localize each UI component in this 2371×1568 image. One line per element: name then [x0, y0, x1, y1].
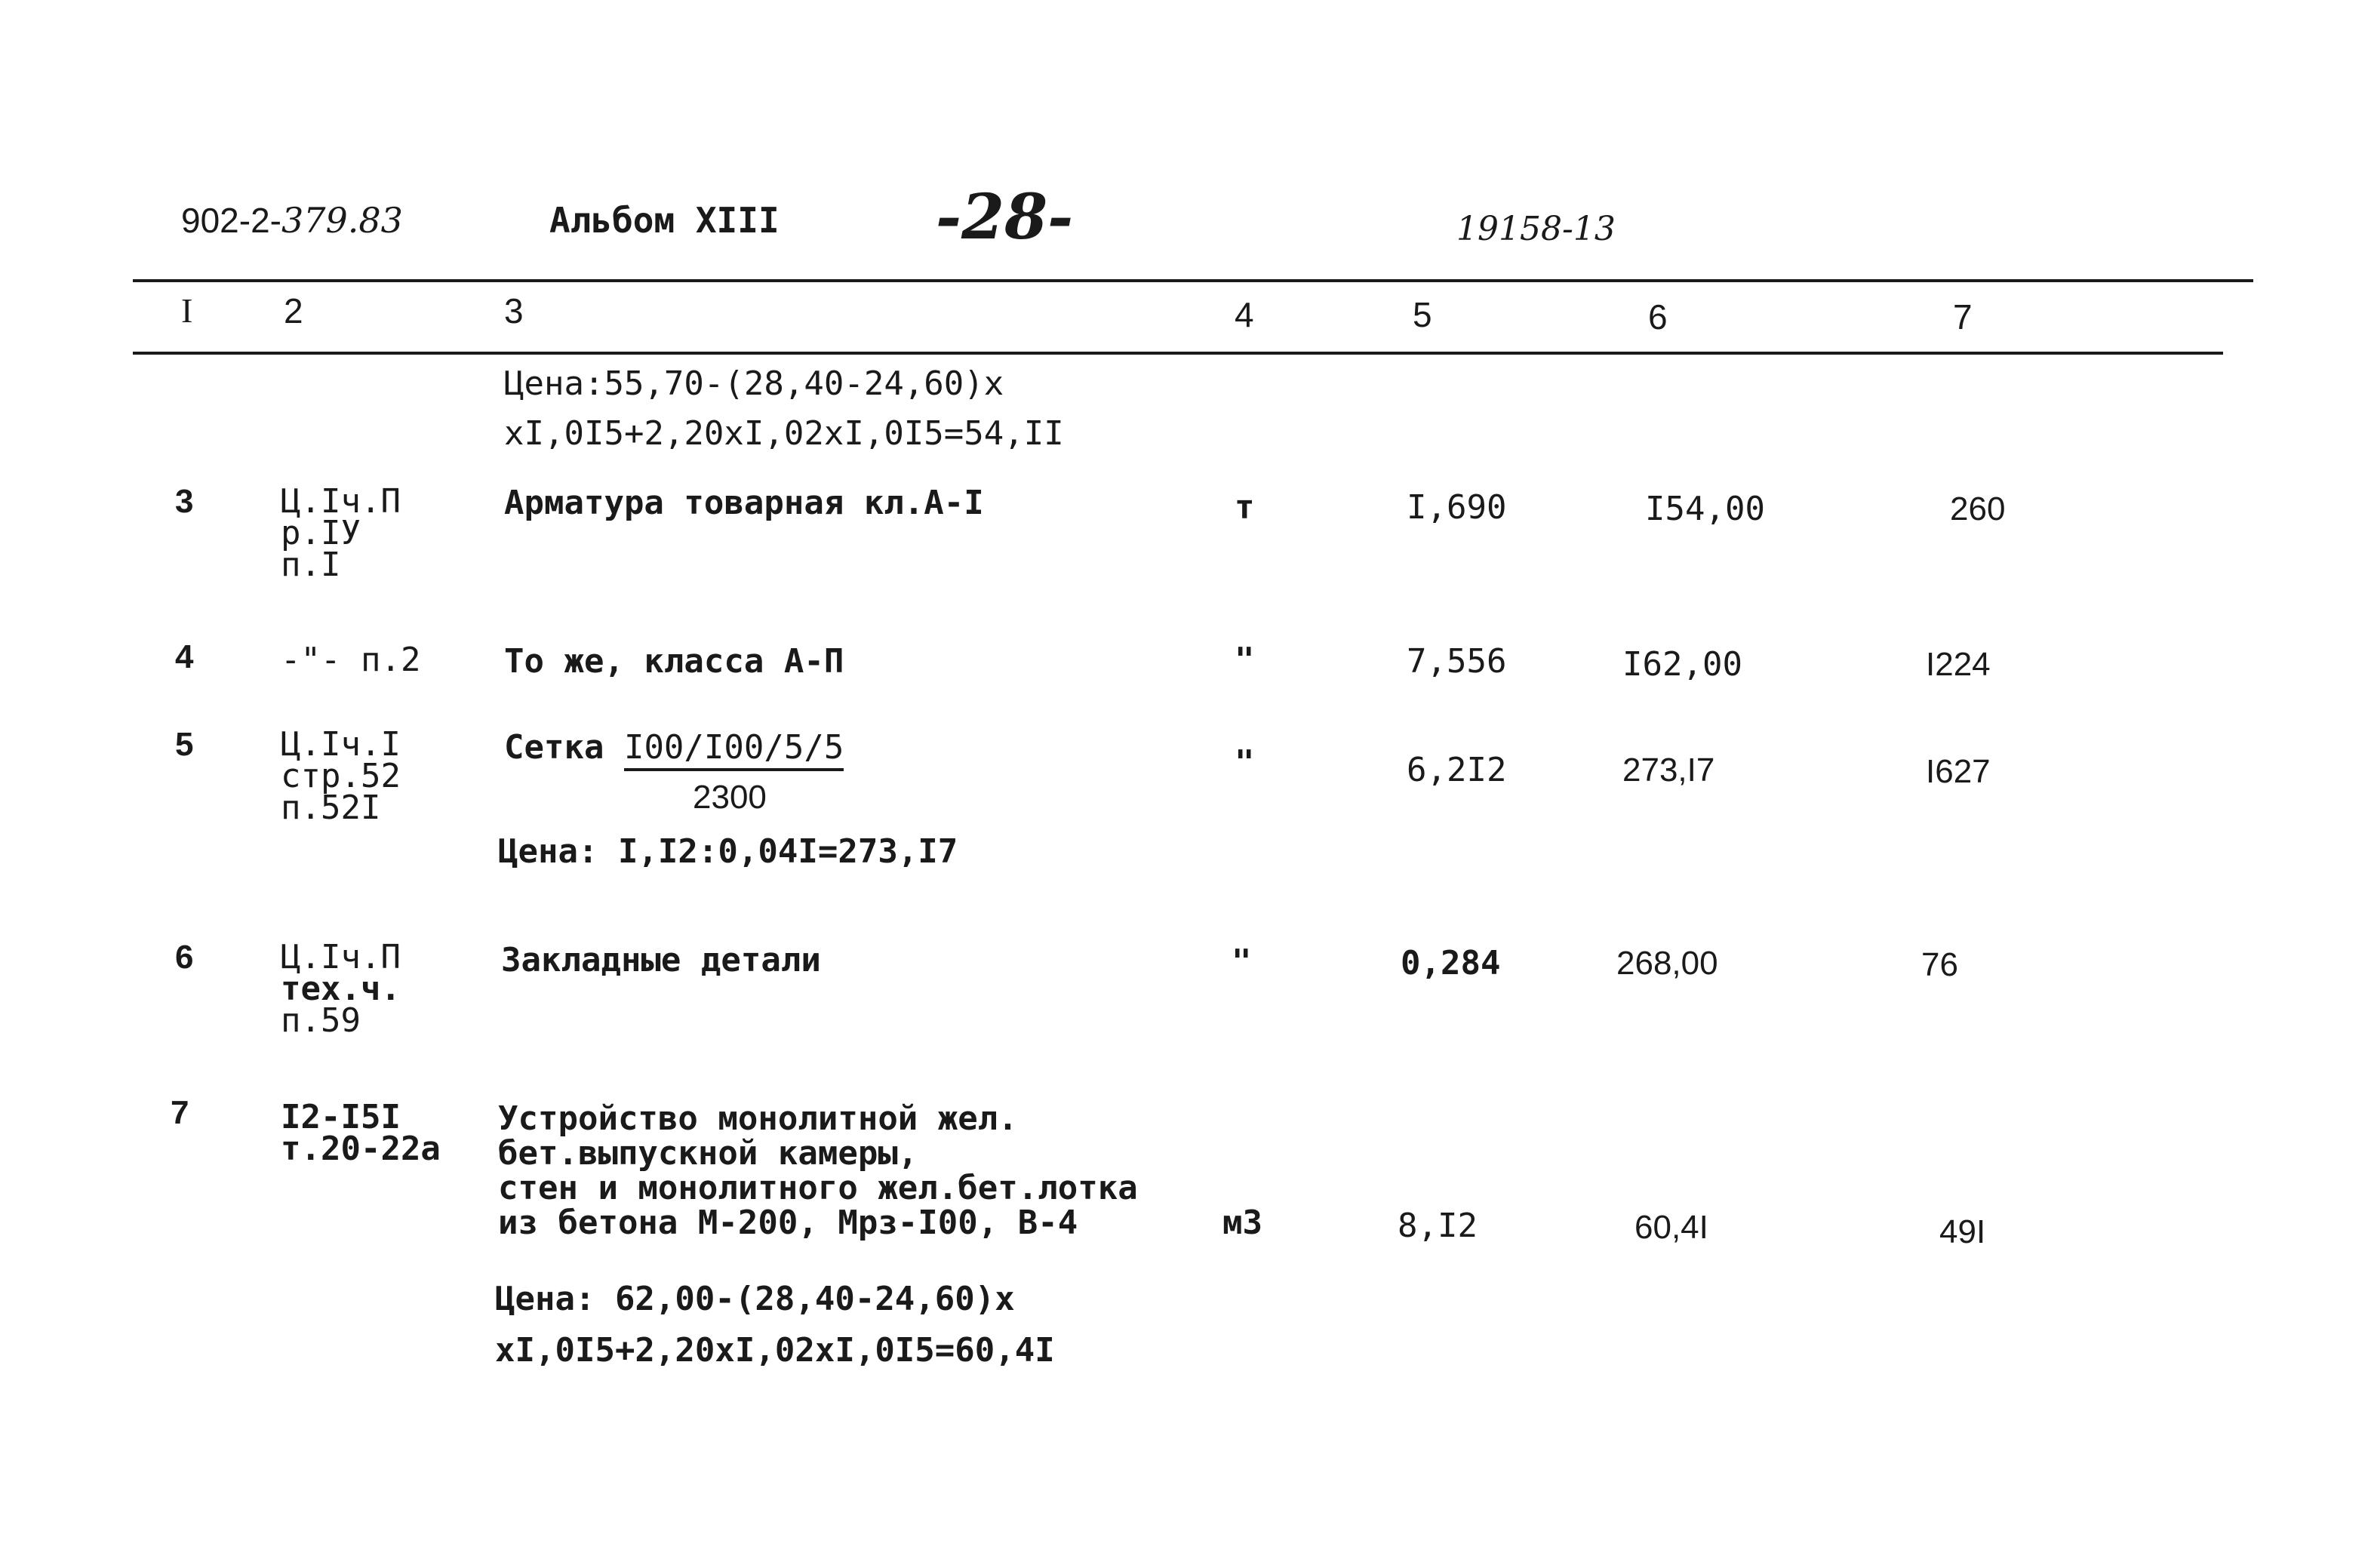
row-code: Ц.Iч.П тех.ч. п.59	[281, 938, 401, 1040]
col-header-6: 6	[1648, 297, 1668, 337]
row-price: 60,4I	[1634, 1209, 1708, 1246]
row-code: -"- п.2	[281, 641, 421, 679]
row-price-note: Цена: 62,00-(28,40-24,60)х хI,0I5+2,20хI,02хI,0I5=60,4I	[495, 1280, 1055, 1370]
row-quantity: 7,556	[1407, 642, 1507, 681]
row-unit: "	[1235, 743, 1255, 782]
row-description	[504, 729, 844, 767]
col-header-7: 7	[1953, 297, 1973, 337]
row-unit: "	[1232, 942, 1252, 981]
row-price: 268,00	[1616, 945, 1718, 982]
header-bottom-rule	[133, 352, 2223, 355]
row-price: I62,00	[1622, 645, 1742, 684]
mesh-fraction-bottom: 2300	[693, 779, 767, 816]
row-quantity: 8,I2	[1398, 1207, 1478, 1245]
col-header-2: 2	[284, 291, 303, 331]
album-label: Альбом XIII	[549, 200, 780, 241]
col-header-4: 4	[1235, 295, 1254, 334]
row-description: То же, класса А-П	[504, 642, 844, 681]
row-description: Закладные детали	[501, 941, 821, 979]
row-quantity: I,690	[1407, 488, 1507, 527]
mesh-label: Сетка	[504, 728, 604, 767]
row-unit: "	[1235, 641, 1255, 679]
col-header-5: 5	[1413, 295, 1432, 334]
row-code: Ц.Iч.П р.IУ п.I	[281, 482, 401, 584]
row-description: Арматура товарная кл.А-I	[504, 484, 984, 522]
col-header-3: 3	[504, 291, 524, 331]
page-number: -28-	[936, 181, 1074, 254]
row-number: 6	[175, 939, 194, 976]
row-total: 49I	[1939, 1213, 1986, 1250]
row-quantity: 6,2I2	[1407, 751, 1507, 789]
row-unit: м3	[1222, 1204, 1262, 1242]
doc-code-handwritten: 379.83	[281, 200, 403, 241]
top-rule	[133, 279, 2253, 282]
mesh-fraction-top: I00/I00/5/5	[624, 728, 844, 771]
row-total: I627	[1926, 753, 1991, 790]
col-header-1: I	[181, 291, 193, 330]
row-price-note: Цена: I,I2:0,04I=273,I7	[498, 832, 958, 871]
inventory-number: 19158-13	[1456, 210, 1616, 248]
row-quantity: 0,284	[1401, 944, 1501, 982]
doc-code-printed: 902-2-	[181, 201, 281, 240]
row-price: I54,00	[1645, 490, 1765, 528]
row-price: 273,I7	[1622, 752, 1715, 789]
row-number: 5	[175, 726, 194, 763]
row-total: 76	[1921, 946, 1958, 983]
doc-code	[181, 200, 403, 241]
continuation-line-1: Цена:55,70-(28,40-24,60)х	[504, 364, 1004, 403]
row-number: 7	[171, 1094, 189, 1131]
row-unit: т	[1235, 488, 1255, 527]
row-number: 3	[175, 483, 194, 520]
row-code: Ц.Iч.I стр.52 п.52I	[281, 725, 401, 827]
row-total: 260	[1950, 490, 2006, 527]
row-total: I224	[1926, 646, 1991, 683]
row-code: I2-I5I т.20-22а	[281, 1098, 441, 1168]
row-number: 4	[175, 638, 194, 675]
continuation-line-2: хI,0I5+2,20хI,02хI,0I5=54,II	[504, 414, 1064, 453]
row-description: Устройство монолитной жел. бет.выпускной камеры, стен и монолитного жел.бет.лотка из бетона М-200, Мрз-I00, В-4	[498, 1099, 1138, 1242]
